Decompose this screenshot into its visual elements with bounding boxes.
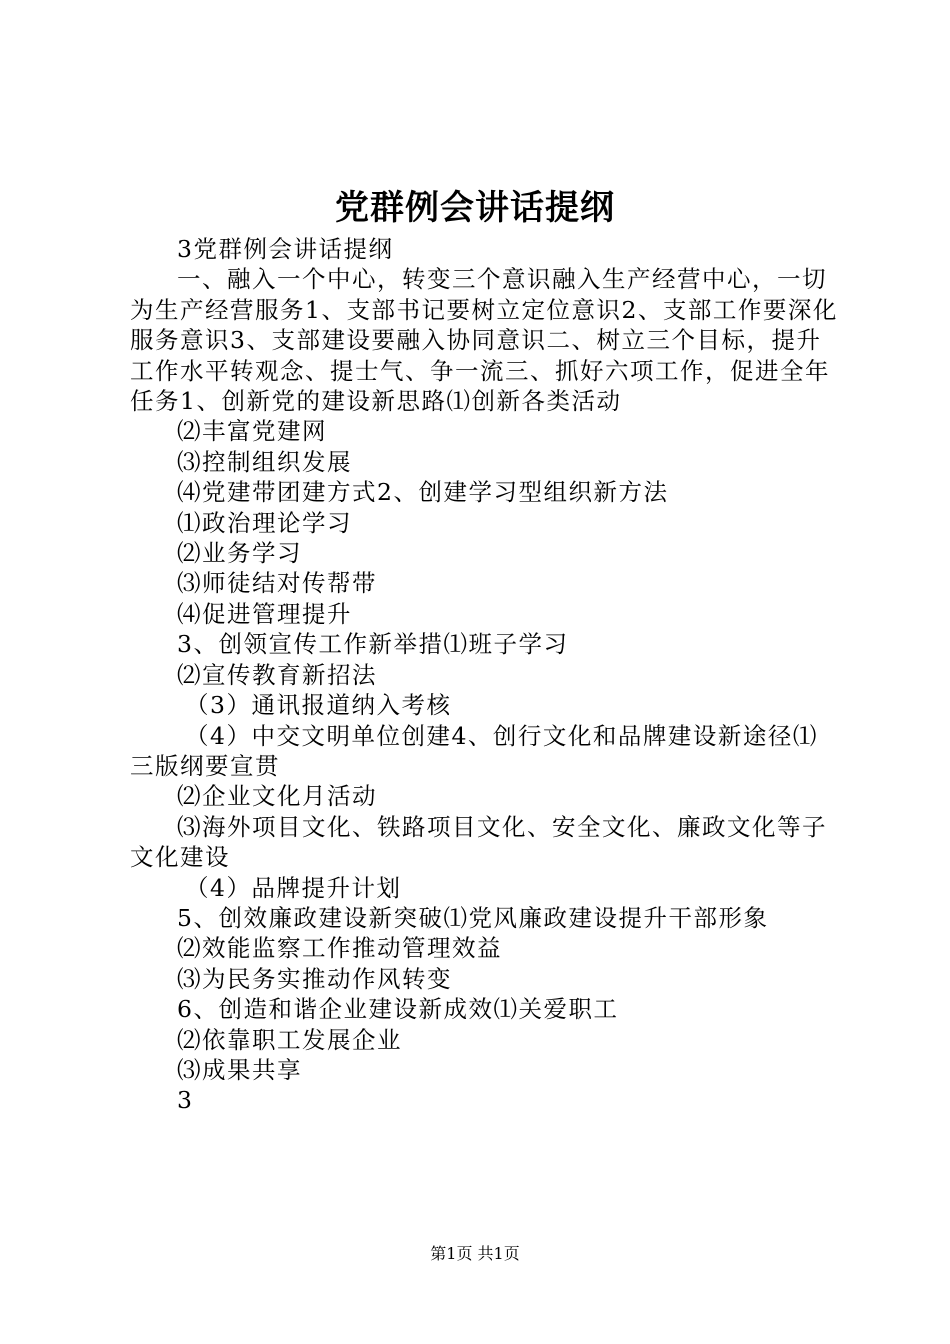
document-title: 党群例会讲话提纲 [335,188,615,228]
paragraph: 3 [177,1086,194,1115]
paragraph: ⑴政治理论学习 [177,508,352,537]
paragraph: ⑷促进管理提升 [177,599,352,628]
document-body [130,234,840,1116]
paragraph: 5、创效廉政建设新突破⑴党风廉政建设提升干部形象 [177,903,769,932]
paragraph: （3）通讯报道纳入考核 [185,691,452,720]
paragraph: ⑵业务学习 [177,539,302,568]
page-footer: 第1页 共1页 [430,1244,520,1263]
paragraph: ⑵企业文化月活动 [177,782,377,811]
paragraph: 一、融入一个中心，转变三个意识融入生产经营中心，一切为生产经营服务1、支部书记要树立定位意识2、支部工作要深化服务意识3、支部建设要融入协同意识二、树立三个目标，提升工作水平转观念、提士气、争一流三、抓好六项工作，促进全年任务1、创新党的建设新思路⑴创新各类活动 [130,265,838,416]
paragraph: ⑶海外项目文化、铁路项目文化、安全文化、廉政文化等子文化建设 [130,812,827,872]
paragraph: ⑶为民务实推动作风转变 [177,964,452,993]
paragraph: ⑶控制组织发展 [177,447,352,476]
paragraph: ⑶成果共享 [177,1055,302,1084]
paragraph: ⑵依靠职工发展企业 [177,1025,402,1054]
paragraph: ⑵丰富党建网 [177,417,327,446]
paragraph: 6、创造和谐企业建设新成效⑴关爱职工 [177,995,619,1024]
paragraph: 3、创领宣传工作新举措⑴班子学习 [177,630,569,659]
paragraph: ⑶师徒结对传帮带 [177,569,377,598]
paragraph: 3党群例会讲话提纲 [177,235,394,263]
paragraph: （4）中交文明单位创建4、创行文化和品牌建设新途径⑴三版纲要宣贯 [130,721,818,780]
paragraph: ⑵宣传教育新招法 [177,660,377,689]
paragraph: ⑷党建带团建方式2、创建学习型组织新方法 [177,478,669,507]
paragraph: ⑵效能监察工作推动管理效益 [177,934,502,963]
paragraph: （4）品牌提升计划 [185,873,402,902]
